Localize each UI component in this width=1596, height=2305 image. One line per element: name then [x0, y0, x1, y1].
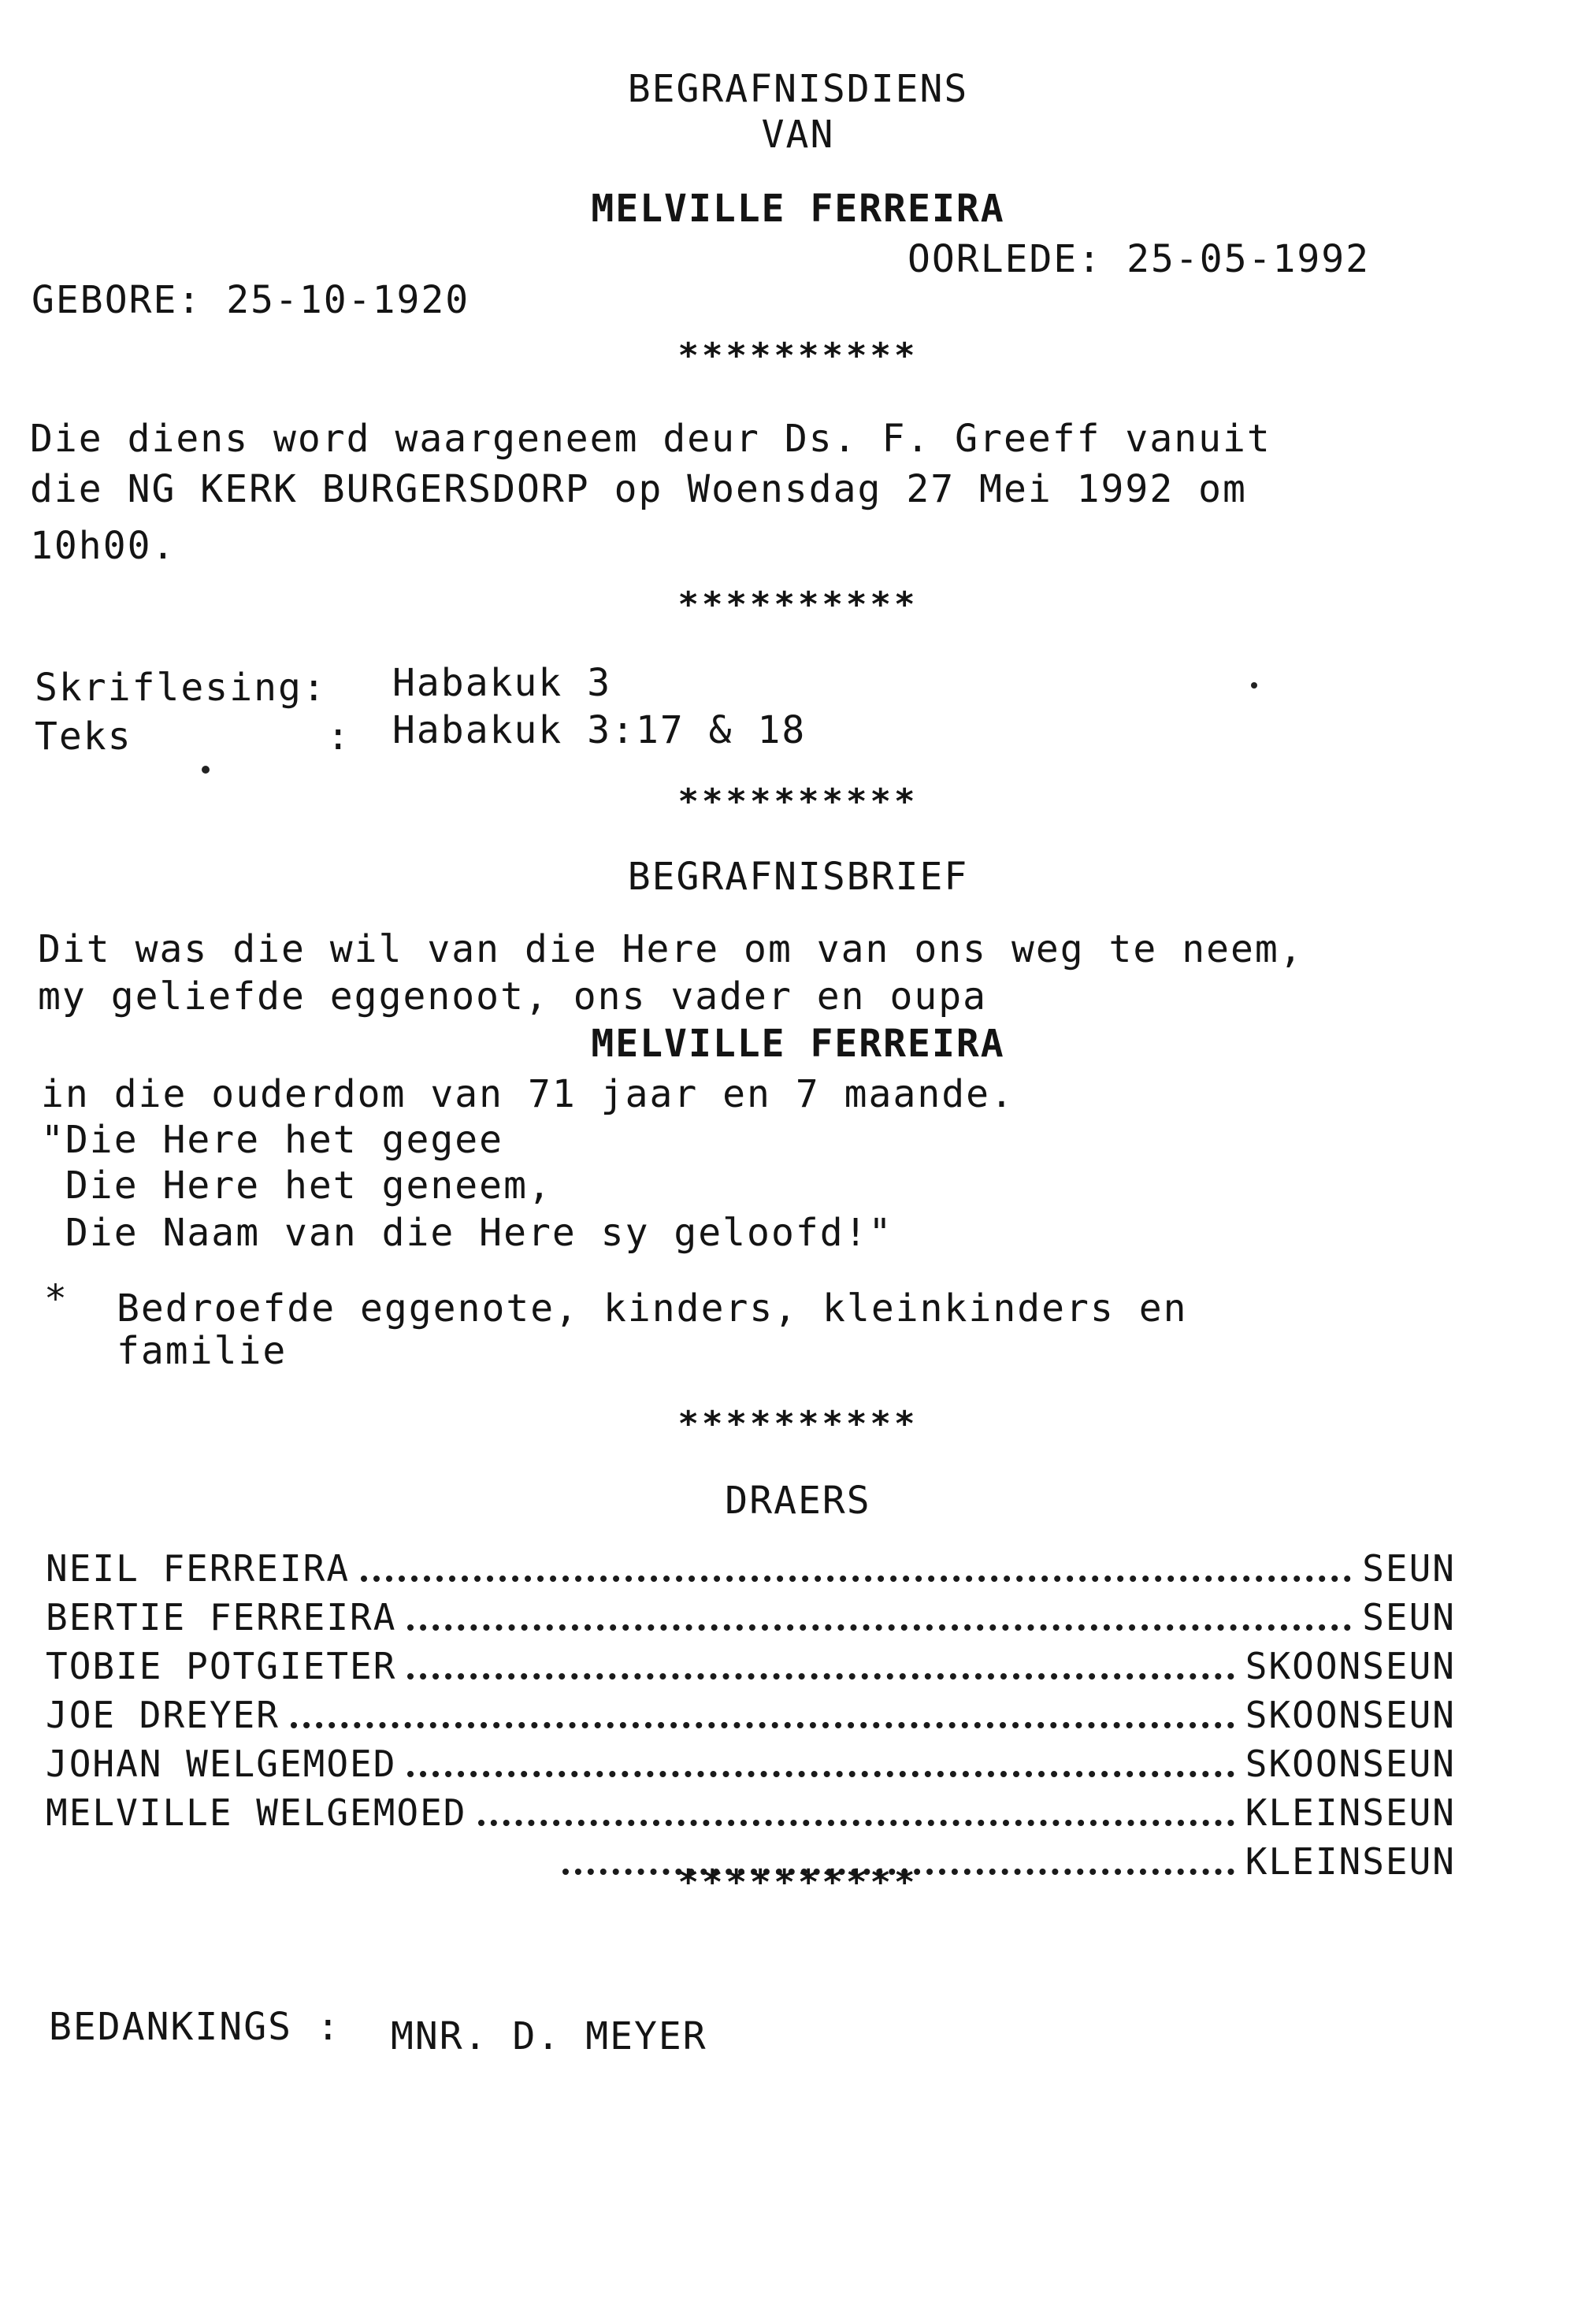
- letter-deceased-name: MELVILLE FERREIRA: [591, 1022, 1005, 1066]
- separator: **********: [677, 1862, 919, 1902]
- pallbearer-row: [46, 1787, 1456, 1834]
- born-label: GEBORE:: [32, 278, 202, 322]
- pallbearer-row: [46, 1542, 1456, 1590]
- letter-heading: BEGRAFNISBRIEF: [627, 855, 969, 899]
- pallbearer-relation: SKOONSEUN: [1245, 1694, 1456, 1736]
- thanks-label: BEDANKINGS :: [49, 2005, 341, 2049]
- dot-leader: [291, 1722, 1234, 1728]
- service-line-3: 10h00.: [30, 524, 176, 568]
- died-line: [907, 236, 1370, 282]
- pallbearer-row: [46, 1738, 1456, 1785]
- born-date: 25-10-1920: [226, 278, 470, 322]
- doc-title-van: VAN: [761, 113, 835, 157]
- dot-leader: [361, 1576, 1351, 1582]
- pallbearer-name: MELVILLE WELGEMOED: [46, 1791, 467, 1834]
- pallbearer-row: [46, 1591, 1456, 1639]
- pallbearer-relation: SEUN: [1362, 1547, 1456, 1590]
- reading-label: Skriflesing:: [35, 666, 327, 710]
- died-label: OORLEDE:: [907, 237, 1103, 281]
- mourners-line-2: familie: [117, 1329, 288, 1373]
- pallbearer-name: BERTIE FERREIRA: [46, 1596, 397, 1639]
- dot-leader: [407, 1624, 1351, 1631]
- service-line-2: die NG KERK BURGERSDORP op Woensdag 27 Mei 1992 om: [30, 467, 1247, 511]
- died-date: 25-05-1992: [1126, 237, 1371, 281]
- pallbearer-name: JOHAN WELGEMOED: [46, 1743, 397, 1785]
- thanks-value: MNR. D. MEYER: [391, 2014, 707, 2058]
- pallbearer-row: [46, 1640, 1456, 1687]
- deceased-name: MELVILLE FERREIRA: [591, 187, 1005, 231]
- reading-value: Habakuk 3: [392, 661, 612, 705]
- text-label: Teks :: [35, 715, 351, 759]
- pallbearer-relation: SKOONSEUN: [1245, 1743, 1456, 1785]
- mourners-bullet: *: [44, 1277, 69, 1321]
- separator: **********: [677, 585, 919, 625]
- separator: **********: [677, 1404, 919, 1444]
- born-line: [32, 277, 470, 323]
- mourners-line-1: Bedroefde eggenote, kinders, kleinkinders en: [117, 1286, 1188, 1331]
- quote-line-1: "Die Here het gegee: [41, 1118, 504, 1162]
- text-value: Habakuk 3:17 & 18: [392, 708, 807, 752]
- pallbearer-relation: KLEINSEUN: [1245, 1840, 1456, 1883]
- quote-line-3: Die Naam van die Here sy geloofd!": [41, 1211, 893, 1255]
- pallbearer-relation: SEUN: [1362, 1596, 1456, 1639]
- quote-line-2: Die Here het geneem,: [41, 1164, 552, 1208]
- pallbearer-name: TOBIE POTGIETER: [46, 1645, 397, 1687]
- pallbearer-row: [46, 1689, 1456, 1736]
- dot-leader: [478, 1820, 1234, 1826]
- letter-line-3: in die ouderdom van 71 jaar en 7 maande.: [41, 1072, 1015, 1116]
- dot-leader: [407, 1673, 1234, 1680]
- separator: **********: [677, 781, 919, 822]
- letter-line-1: Dit was die wil van die Here om van ons weg te neem,: [38, 927, 1304, 971]
- service-line-1: Die diens word waargeneem deur Ds. F. Greeff vanuit: [30, 417, 1271, 461]
- doc-title: BEGRAFNISDIENS: [627, 67, 969, 111]
- pallbearer-relation: KLEINSEUN: [1245, 1791, 1456, 1834]
- pallbearer-relation: SKOONSEUN: [1245, 1645, 1456, 1687]
- letter-line-2: my geliefde eggenoot, ons vader en oupa: [38, 974, 988, 1019]
- pallbearers-heading: DRAERS: [725, 1479, 871, 1523]
- scan-speck: [1251, 682, 1257, 689]
- dot-leader: [407, 1771, 1234, 1777]
- separator: **********: [677, 336, 919, 376]
- pallbearer-name: JOE DREYER: [46, 1694, 280, 1736]
- pallbearer-name: NEIL FERREIRA: [46, 1547, 351, 1590]
- scan-speck: [202, 766, 210, 774]
